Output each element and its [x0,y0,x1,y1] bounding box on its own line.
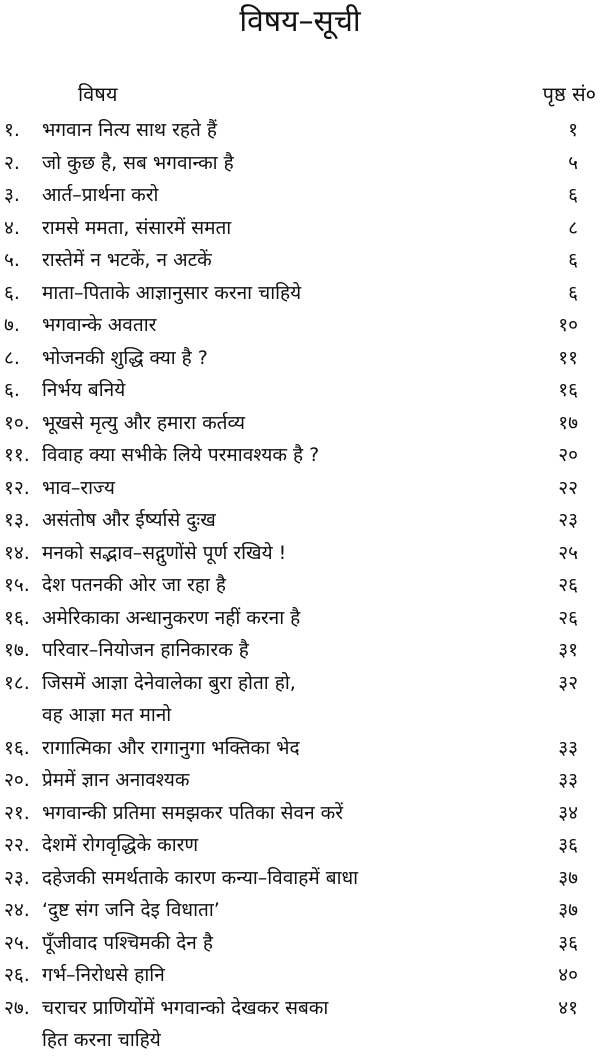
entry-number: ६. [4,379,20,401]
entry-title: भाव–राज्य [42,476,115,499]
entry-page-number: ६ [568,281,578,304]
entry-number: २. [4,151,20,174]
entry-page-number: ८ [568,216,578,239]
entry-page-number: ३४ [558,801,578,824]
entry-page-number: ३७ [558,866,578,889]
entry-page-number: ३१ [558,639,578,661]
entry-number: १४. [4,541,30,564]
entry-title: भूखसे मृत्यु और हमारा कर्तव्य [42,411,246,434]
entry-number: ६. [4,281,20,304]
entry-title: असंतोष और ईर्ष्यासे दुःख [42,509,216,531]
entry-number: १८. [4,671,30,694]
entry-number: २०. [4,769,30,791]
entry-number: १६. [4,736,30,759]
toc-entry-continuation [0,1024,600,1057]
toc-entry [0,309,600,342]
toc-entry [0,244,600,277]
toc-entry [0,797,600,830]
entry-title: आर्त–प्रार्थना करो [42,184,159,206]
entry-page-number: ३६ [558,834,578,856]
toc-entry [0,927,600,960]
toc-entry [0,407,600,440]
entry-page-number: ३२ [558,671,578,694]
entry-page-number: ११ [558,346,578,369]
entry-number: १६. [4,606,30,629]
entry-page-number: ३३ [558,769,578,791]
toc-entry [0,894,600,927]
entry-number: ४. [4,216,20,239]
toc-entry [0,862,600,895]
page-title: विषय–सूची [239,4,361,39]
entry-page-number: ४० [558,964,578,986]
entry-title: प्रेममें ज्ञान अनावश्यक [42,769,190,791]
entry-page-number: १० [558,314,578,336]
page-column-heading: पृष्ठ सं० [542,82,596,106]
entry-title: गर्भ–निरोधसे हानि [42,964,165,986]
entry-page-number: २० [558,444,578,466]
toc-list [0,114,600,1057]
entry-number: २५. [4,931,30,954]
toc-header [0,80,600,110]
entry-number: २२. [4,834,30,856]
entry-page-number: २६ [558,606,578,629]
entry-title: विवाह क्या सभीके लिये परमावश्यक है ? [42,444,320,466]
entry-title-continuation: वह आज्ञा मत मानो [42,704,172,726]
topic-column-heading: विषय [78,82,118,106]
entry-title: भगवान नित्य साथ रहते हैं [42,119,217,141]
entry-page-number: १६ [558,379,578,401]
entry-title: भगवान्की प्रतिमा समझकर पतिका सेवन करें [42,801,344,824]
entry-title: रास्तेमें न भटकें, न अटकें [42,249,212,271]
toc-entry [0,634,600,667]
entry-number: ७. [4,314,20,336]
entry-page-number: ३३ [558,736,578,759]
entry-page-number: ६ [568,184,578,206]
toc-entry [0,179,600,212]
entry-page-number: ४१ [558,996,578,1019]
entry-title: रागात्मिका और रागानुगा भक्तिका भेद [42,736,300,759]
entry-number: ८. [4,346,20,369]
entry-number: २७. [4,996,30,1019]
entry-page-number: २२ [558,476,578,499]
toc-entry [0,277,600,310]
toc-entry [0,667,600,700]
entry-page-number: ३६ [558,931,578,954]
toc-entry [0,764,600,797]
entry-number: १. [4,119,20,141]
toc-entry [0,602,600,635]
entry-title: भोजनकी शुद्धि क्या है ? [42,346,208,369]
entry-title: ‘दुष्ट संग जनि देइ विधाता’ [42,899,220,921]
toc-entry-continuation [0,699,600,732]
entry-page-number: २३ [558,509,578,531]
toc-entry [0,114,600,147]
entry-page-number: ५ [568,151,578,174]
entry-page-number: १ [568,119,578,141]
toc-entry [0,147,600,180]
toc-entry [0,504,600,537]
entry-number: १७. [4,639,30,661]
entry-page-number: ६ [568,249,578,271]
entry-title: पूँजीवाद पश्चिमकी देन है [42,931,213,954]
entry-page-number: १७ [558,411,578,434]
entry-title: जो कुछ है, सब भगवान्का है [42,151,234,174]
toc-entry [0,992,600,1025]
entry-title: माता–पिताके आज्ञानुसार करना चाहिये [42,281,302,304]
entry-title: जिसमें आज्ञा देनेवालेका बुरा होता हो, [42,671,296,694]
toc-entry [0,569,600,602]
entry-title: दहेजकी समर्थताके कारण कन्या–विवाहमें बाधा [42,866,359,889]
entry-title: चराचर प्राणियोंमें भगवान्को देखकर सबका [42,996,329,1019]
entry-title: देशमें रोगवृद्धिके कारण [42,834,199,856]
entry-number: २३. [4,866,30,889]
toc-entry [0,959,600,992]
entry-title: रामसे ममता, संसारमें समता [42,216,232,239]
entry-page-number: २५ [558,541,578,564]
toc-entry [0,472,600,505]
entry-number: १३. [4,509,30,531]
entry-title: परिवार–नियोजन हानिकारक है [42,639,249,661]
entry-number: ३. [4,184,20,206]
entry-number: २६. [4,964,30,986]
toc-entry [0,829,600,862]
entry-title: अमेरिकाका अन्धानुकरण नहीं करना है [42,606,301,629]
entry-title: मनको सद्भाव–सद्गुणोंसे पूर्ण रखिये ! [42,541,287,564]
entry-number: १०. [4,411,30,434]
toc-entry [0,212,600,245]
toc-entry [0,342,600,375]
entry-title: भगवान्के अवतार [42,314,157,336]
entry-page-number: ३७ [558,899,578,921]
entry-number: १२. [4,476,30,499]
toc-entry [0,439,600,472]
toc-entry [0,732,600,765]
entry-number: २१. [4,801,30,824]
entry-title: निर्भय बनिये [42,379,126,401]
entry-number: २४. [4,899,30,921]
entry-number: १५. [4,574,30,596]
entry-title: देश पतनकी ओर जा रहा है [42,574,226,596]
entry-page-number: २६ [558,574,578,596]
entry-number: ११. [4,444,30,466]
entry-number: ५. [4,249,20,271]
entry-title-continuation: हित करना चाहिये [42,1029,161,1051]
toc-entry [0,537,600,570]
toc-entry [0,374,600,407]
